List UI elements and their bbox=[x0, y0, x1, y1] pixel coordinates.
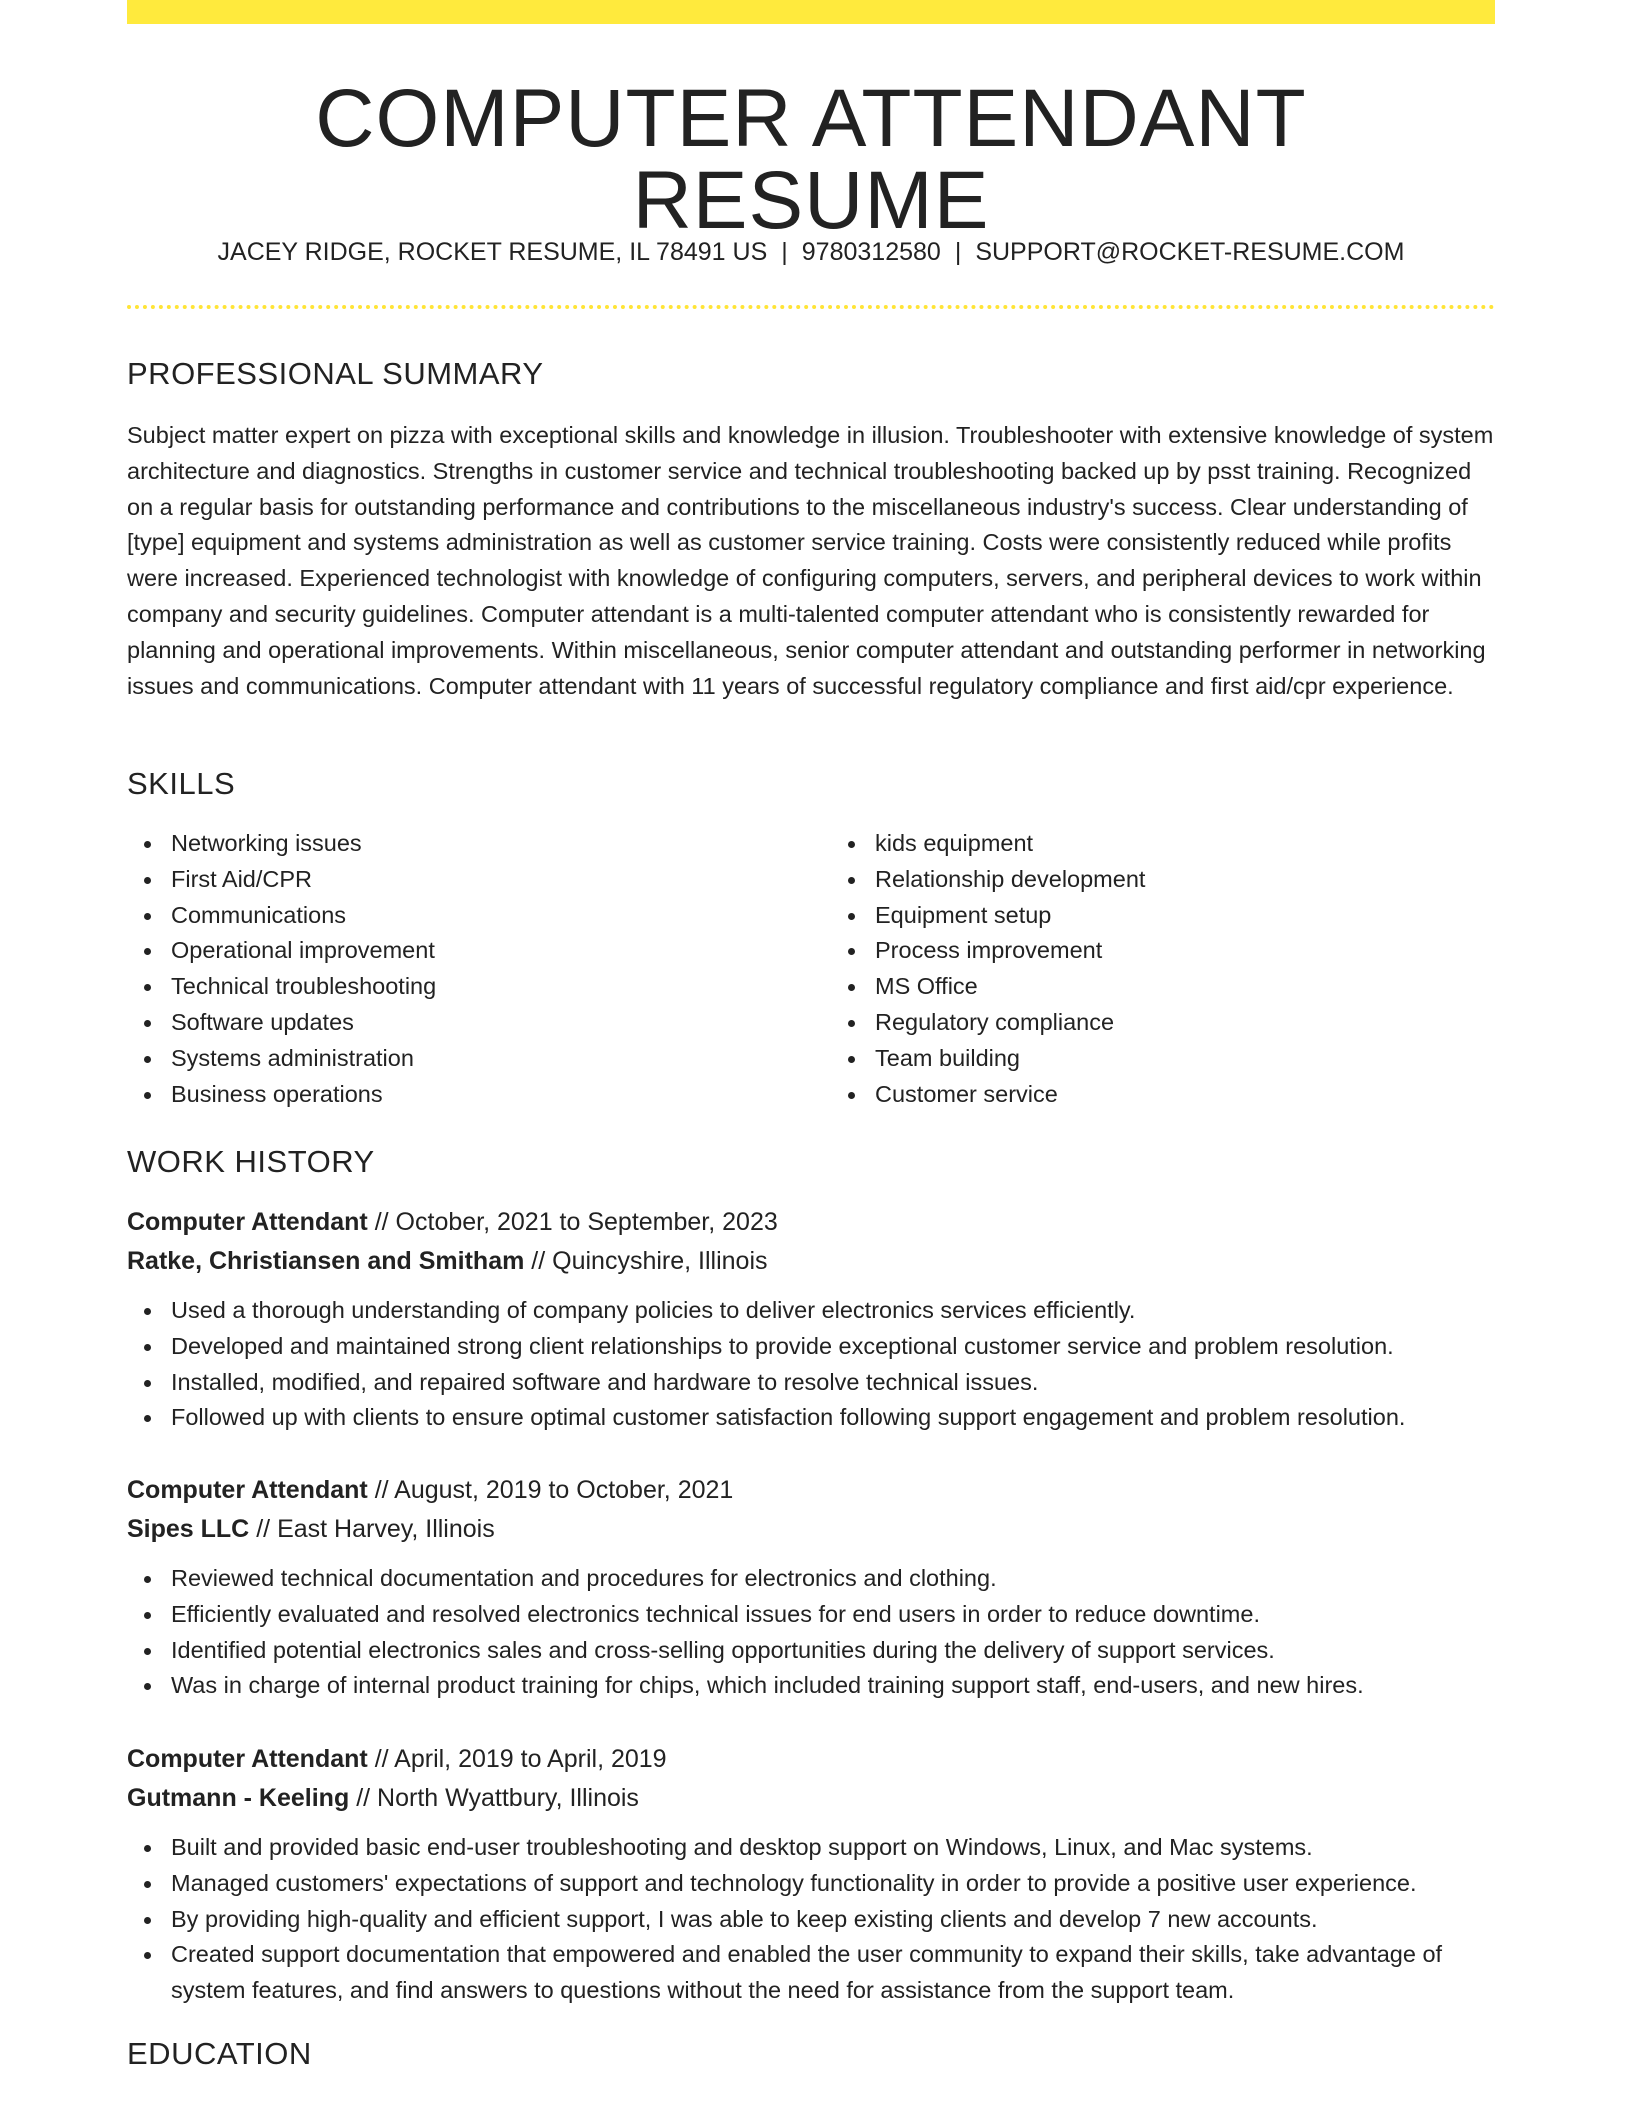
job-bullet: Managed customers' expectations of support and technology functionality in order to provide a positive user experience. bbox=[171, 1866, 1495, 1902]
job-bullets bbox=[127, 1830, 1495, 2009]
summary-text: Subject matter expert on pizza with exceptional skills and knowledge in illusion. Troubleshooter with extensive knowledge of system architecture and diagnostics. Strengths in customer service and technical troubleshooting backed up by psst training. Recognized on a regular basis for outstanding performance and contributions to the miscellaneous industry's success. Clear understanding of [type] equipment and systems administration as well as customer service training. Costs were consistently reduced while profits were increased. Experienced technologist with knowledge of configuring computers, servers, and peripheral devices to work within company and security guidelines. Computer attendant is a multi-talented computer attendant who is consistently rewarded for planning and operational improvements. Within miscellaneous, senior computer attendant and outstanding performer in networking issues and communications. Computer attendant with 11 years of successful regulatory compliance and first aid/cpr experience. bbox=[127, 422, 1494, 699]
skill-item: MS Office bbox=[875, 969, 1495, 1005]
job-dates: August, 2019 to October, 2021 bbox=[394, 1476, 734, 1504]
job-dates: October, 2021 to September, 2023 bbox=[395, 1208, 778, 1236]
contact-email: SUPPORT@ROCKET-RESUME.COM bbox=[975, 238, 1405, 266]
job-bullets bbox=[127, 1293, 1495, 1436]
job-separator: // bbox=[256, 1515, 271, 1543]
job-title: Computer Attendant bbox=[127, 1745, 368, 1773]
job-title-line bbox=[127, 1471, 1495, 1510]
skill-item: Process improvement bbox=[875, 933, 1495, 969]
skills-column-right bbox=[831, 826, 1495, 1112]
job-separator: // bbox=[374, 1208, 389, 1236]
education-heading: EDUCATION bbox=[127, 2036, 312, 2071]
job-bullets bbox=[127, 1561, 1495, 1704]
job-company-line bbox=[127, 1779, 1495, 1818]
job-title-line bbox=[127, 1740, 1495, 1779]
job-company: Gutmann - Keeling bbox=[127, 1784, 350, 1812]
contact-address: JACEY RIDGE, ROCKET RESUME, IL 78491 US bbox=[217, 238, 768, 266]
skill-item: Networking issues bbox=[171, 826, 791, 862]
job-title: Computer Attendant bbox=[127, 1476, 368, 1504]
job-bullet: Developed and maintained strong client relationships to provide exceptional customer service and problem resolution. bbox=[171, 1329, 1495, 1365]
job-bullet: Used a thorough understanding of company policies to deliver electronics services efficiently. bbox=[171, 1293, 1495, 1329]
job-bullet: By providing high-quality and efficient support, I was able to keep existing clients and develop 7 new accounts. bbox=[171, 1902, 1495, 1938]
skills-column-left bbox=[127, 826, 791, 1112]
job-location: East Harvey, Illinois bbox=[277, 1515, 495, 1543]
skill-item: Technical troubleshooting bbox=[171, 969, 791, 1005]
job-separator: // bbox=[374, 1476, 389, 1504]
job-title: Computer Attendant bbox=[127, 1208, 368, 1236]
dotted-divider bbox=[127, 305, 1495, 309]
job-separator: // bbox=[356, 1784, 371, 1812]
skill-item: Communications bbox=[171, 898, 791, 934]
job-bullet: Installed, modified, and repaired software and hardware to resolve technical issues. bbox=[171, 1365, 1495, 1401]
skills-heading: SKILLS bbox=[127, 766, 236, 801]
contact-phone: 9780312580 bbox=[801, 238, 941, 266]
skill-item: Software updates bbox=[171, 1005, 791, 1041]
work-history-heading: WORK HISTORY bbox=[127, 1144, 375, 1179]
job-separator: // bbox=[374, 1745, 389, 1773]
job-separator: // bbox=[531, 1247, 546, 1275]
skill-item: Operational improvement bbox=[171, 933, 791, 969]
skill-item: Customer service bbox=[875, 1077, 1495, 1113]
job-bullet: Reviewed technical documentation and procedures for electronics and clothing. bbox=[171, 1561, 1495, 1597]
job-bullet: Followed up with clients to ensure optimal customer satisfaction following support engagement and problem resolution. bbox=[171, 1400, 1495, 1436]
skill-item: Relationship development bbox=[875, 862, 1495, 898]
resume-title: COMPUTER ATTENDANT RESUME bbox=[315, 73, 1307, 246]
contact-line bbox=[127, 237, 1495, 267]
job-dates: April, 2019 to April, 2019 bbox=[394, 1745, 667, 1773]
top-accent-bar bbox=[127, 0, 1495, 24]
job-bullet: Built and provided basic end-user troubleshooting and desktop support on Windows, Linux, and Mac systems. bbox=[171, 1830, 1495, 1866]
skill-item: Team building bbox=[875, 1041, 1495, 1077]
contact-separator: | bbox=[954, 238, 962, 266]
job-company: Ratke, Christiansen and Smitham bbox=[127, 1247, 525, 1275]
skill-item: Business operations bbox=[171, 1077, 791, 1113]
job-entry bbox=[127, 1203, 1495, 1436]
job-bullet: Created support documentation that empowered and enabled the user community to expand their skills, take advantage of system features, and find answers to questions without the need for assistance from the support team. bbox=[171, 1937, 1495, 2009]
skill-item: Equipment setup bbox=[875, 898, 1495, 934]
skill-item: Systems administration bbox=[171, 1041, 791, 1077]
job-company-line bbox=[127, 1242, 1495, 1281]
skill-item: kids equipment bbox=[875, 826, 1495, 862]
job-entry bbox=[127, 1740, 1495, 2009]
skill-item: First Aid/CPR bbox=[171, 862, 791, 898]
job-entry bbox=[127, 1471, 1495, 1704]
job-bullet: Efficiently evaluated and resolved electronics technical issues for end users in order to reduce downtime. bbox=[171, 1597, 1495, 1633]
job-bullet: Identified potential electronics sales and cross-selling opportunities during the delivery of support services. bbox=[171, 1633, 1495, 1669]
job-location: North Wyattbury, Illinois bbox=[377, 1784, 639, 1812]
job-company: Sipes LLC bbox=[127, 1515, 250, 1543]
skill-item: Regulatory compliance bbox=[875, 1005, 1495, 1041]
job-title-line bbox=[127, 1203, 1495, 1242]
contact-separator: | bbox=[781, 238, 788, 266]
job-bullet: Was in charge of internal product training for chips, which included training support staff, end-users, and new hires. bbox=[171, 1668, 1495, 1704]
skills-list bbox=[127, 826, 1495, 1112]
summary-heading: PROFESSIONAL SUMMARY bbox=[127, 356, 544, 391]
job-company-line bbox=[127, 1510, 1495, 1549]
job-location: Quincyshire, Illinois bbox=[552, 1247, 768, 1275]
